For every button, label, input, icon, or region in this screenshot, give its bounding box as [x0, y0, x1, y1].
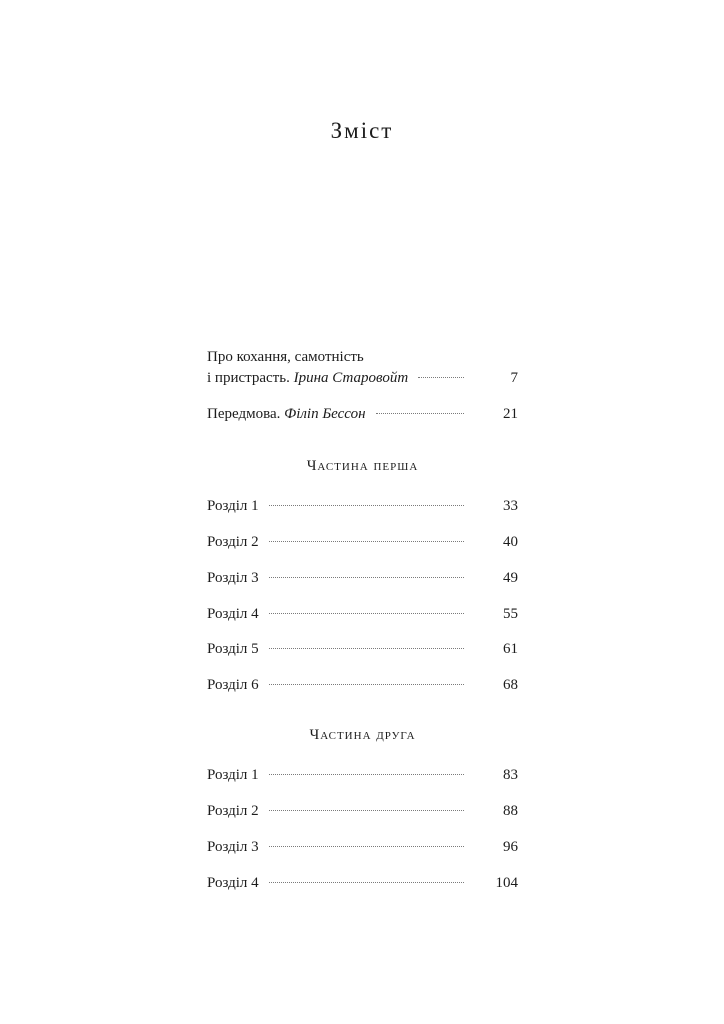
dot-leader [269, 774, 464, 775]
toc-entry-chapter [207, 641, 518, 658]
toc-entry-chapter [207, 498, 518, 515]
page-title: Зміст [330, 118, 394, 143]
toc-entry-label: Розділ 4 [207, 875, 259, 891]
dot-leader [269, 648, 464, 649]
toc-entry-label [207, 370, 408, 387]
dot-leader [269, 882, 464, 883]
toc-page-number: 96 [503, 839, 518, 855]
dot-leader [376, 413, 464, 414]
part-heading: Частина перша [306, 458, 419, 474]
toc-page-number: 61 [503, 641, 518, 657]
toc-page-number: 55 [503, 606, 518, 622]
toc-page-number: 33 [503, 498, 518, 514]
toc-entry-label: Розділ 3 [207, 570, 259, 586]
toc-page-number: 21 [503, 406, 518, 422]
toc-page-number: 104 [495, 875, 518, 891]
toc-page-number: 7 [510, 370, 518, 386]
dot-leader [269, 684, 464, 685]
toc-entry-author: Ірина Старовойт [293, 370, 409, 386]
toc-page-number: 83 [503, 767, 518, 783]
dot-leader [269, 613, 464, 614]
toc-entry-author: Філіп Бессон [284, 406, 366, 422]
toc-entry-chapter [207, 839, 518, 856]
toc-entry-label: Розділ 5 [207, 641, 259, 657]
toc-entry-prefix: і пристрасть. [207, 370, 290, 386]
dot-leader [269, 810, 464, 811]
toc-page-number: 68 [503, 677, 518, 693]
toc-entry-chapter [207, 606, 518, 623]
toc-entry-chapter [207, 875, 518, 892]
toc-entry-label: Розділ 1 [207, 498, 259, 514]
toc-entry-line [207, 370, 518, 387]
toc-entry-label: Розділ 3 [207, 839, 259, 855]
toc-entry-foreword-2 [207, 406, 518, 423]
dot-leader [269, 577, 464, 578]
toc-entry-line: Про кохання, самотність [207, 349, 364, 365]
toc-entry-label: Розділ 2 [207, 534, 259, 550]
toc-entry-chapter [207, 803, 518, 820]
toc-entry-label: Розділ 1 [207, 767, 259, 783]
dot-leader [418, 377, 464, 378]
toc-page-number: 49 [503, 570, 518, 586]
dot-leader [269, 541, 464, 542]
toc-page-number: 40 [503, 534, 518, 550]
toc-entry-chapter [207, 677, 518, 694]
toc-entry-prefix: Передмова. [207, 406, 281, 422]
dot-leader [269, 846, 464, 847]
toc-entry-chapter [207, 534, 518, 551]
part-heading: Частина друга [309, 727, 416, 743]
toc-entry-label [207, 406, 366, 423]
toc-entry-label: Розділ 2 [207, 803, 259, 819]
toc-entry-label: Розділ 4 [207, 606, 259, 622]
dot-leader [269, 505, 464, 506]
toc-entry-label: Розділ 6 [207, 677, 259, 693]
toc-page-number: 88 [503, 803, 518, 819]
toc-entry-chapter [207, 767, 518, 784]
toc-entry-foreword-1 [207, 344, 518, 387]
toc-entry-chapter [207, 570, 518, 587]
